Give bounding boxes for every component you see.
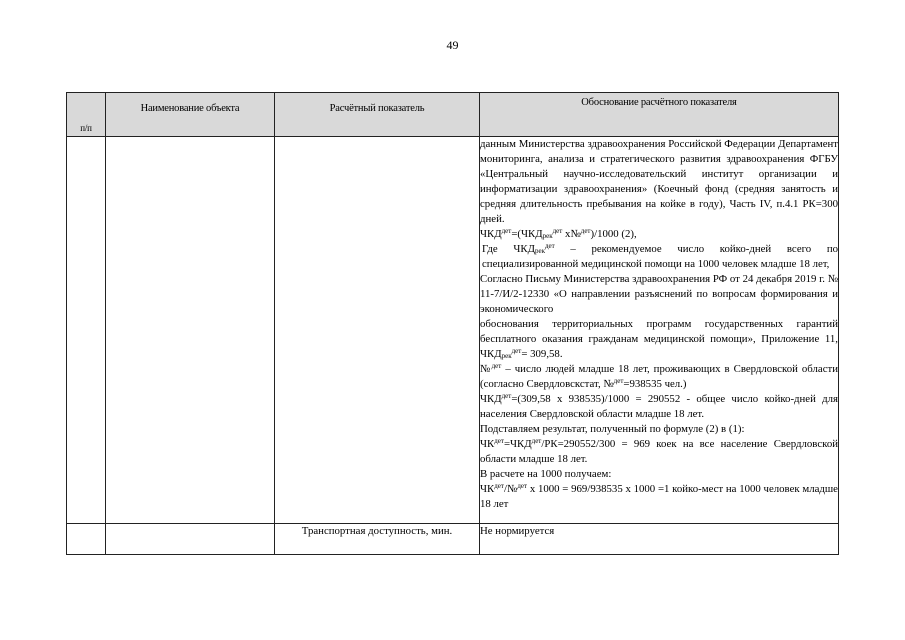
- justification-paragraph: В расчете на 1000 получаем:: [480, 468, 612, 480]
- cell-object-name: [106, 524, 275, 555]
- justification-paragraph: Подставляем результат, полученный по формуле (2) в (1):: [480, 423, 745, 435]
- cell-indicator: [275, 137, 480, 524]
- justification-paragraph: $ЧК^{дет}/№^{дет}$ х 1000 = 969/938535 х 1000 =1 койко-мест на 1000 человек младше 18 лет: [480, 482, 838, 510]
- header-indicator: Расчётный показатель: [275, 93, 480, 137]
- justification-paragraph: $ЧКД^{дет}=(309,58$ х 938535)/1000 = 290552 - общее число койко-дней для населения Свердловской области младше 18 лет.: [480, 392, 838, 420]
- justification-paragraph: данным Министерства здравоохранения Российской Федерации Департамент мониторинга, анализа и стратегического развития здравоохранения ФГБУ «Центральный научно-исследовательский институт организации и информатизации здравоохранения» (Коечный фонд (средняя занятость и средняя длительность пребывания на койке в году), Часть IV, п.4.1 РК=300 дней.: [480, 138, 838, 225]
- page-number: 49: [446, 38, 459, 52]
- cell-object-name: [106, 137, 275, 524]
- cell-num: [67, 137, 106, 524]
- cell-justification: [480, 137, 839, 524]
- justification-paragraph: №$^{дет}$ – число людей младше 18 лет, проживающих в Свердловской области (согласно Свердловскстат, №$^{дет}$=938535 чел.): [480, 362, 838, 390]
- formula-line: $ЧКД^{дет}=(ЧКД_{рек}^{дет}$ х№$^{дет}$)/1000 (2),: [480, 227, 637, 240]
- justification-paragraph: обоснования территориальных программ государственных гарантий бесплатного оказания гражданам медицинской помощи», Приложение 11, $ЧКД_{рек}^{дет}= 309,58$.: [480, 318, 838, 360]
- header-object-name: Наименование объекта: [106, 93, 275, 137]
- justification-paragraph: Где $ЧКД_{рек}^{дет}$ – рекомендуемое число койко-дней всего по специализированной медицинской помощи на 1000 человек младше 18 лет,: [482, 242, 839, 270]
- justification-paragraph: $ЧК^{дет}=ЧКД^{дет}/РК=290552/300 = 969$ коек на все население Свердловской области младше 18 лет.: [480, 437, 838, 465]
- header-justification: Обоснование расчётного показателя: [480, 93, 839, 137]
- justification-paragraph: Согласно Письму Министерства здравоохранения РФ от 24 декабря 2019 г. № 11-7/И/2-12330 «О направлении разъяснений по вопросам формирования и экономического: [480, 273, 838, 315]
- header-num: п/п: [67, 93, 106, 137]
- norms-table: [66, 92, 839, 555]
- cell-justification: Не нормируется: [480, 524, 839, 555]
- cell-indicator: Транспортная доступность, мин.: [275, 524, 480, 555]
- table-row: [67, 524, 839, 555]
- table-header-row: [67, 93, 839, 137]
- cell-num: [67, 524, 106, 555]
- table-row: [67, 137, 839, 524]
